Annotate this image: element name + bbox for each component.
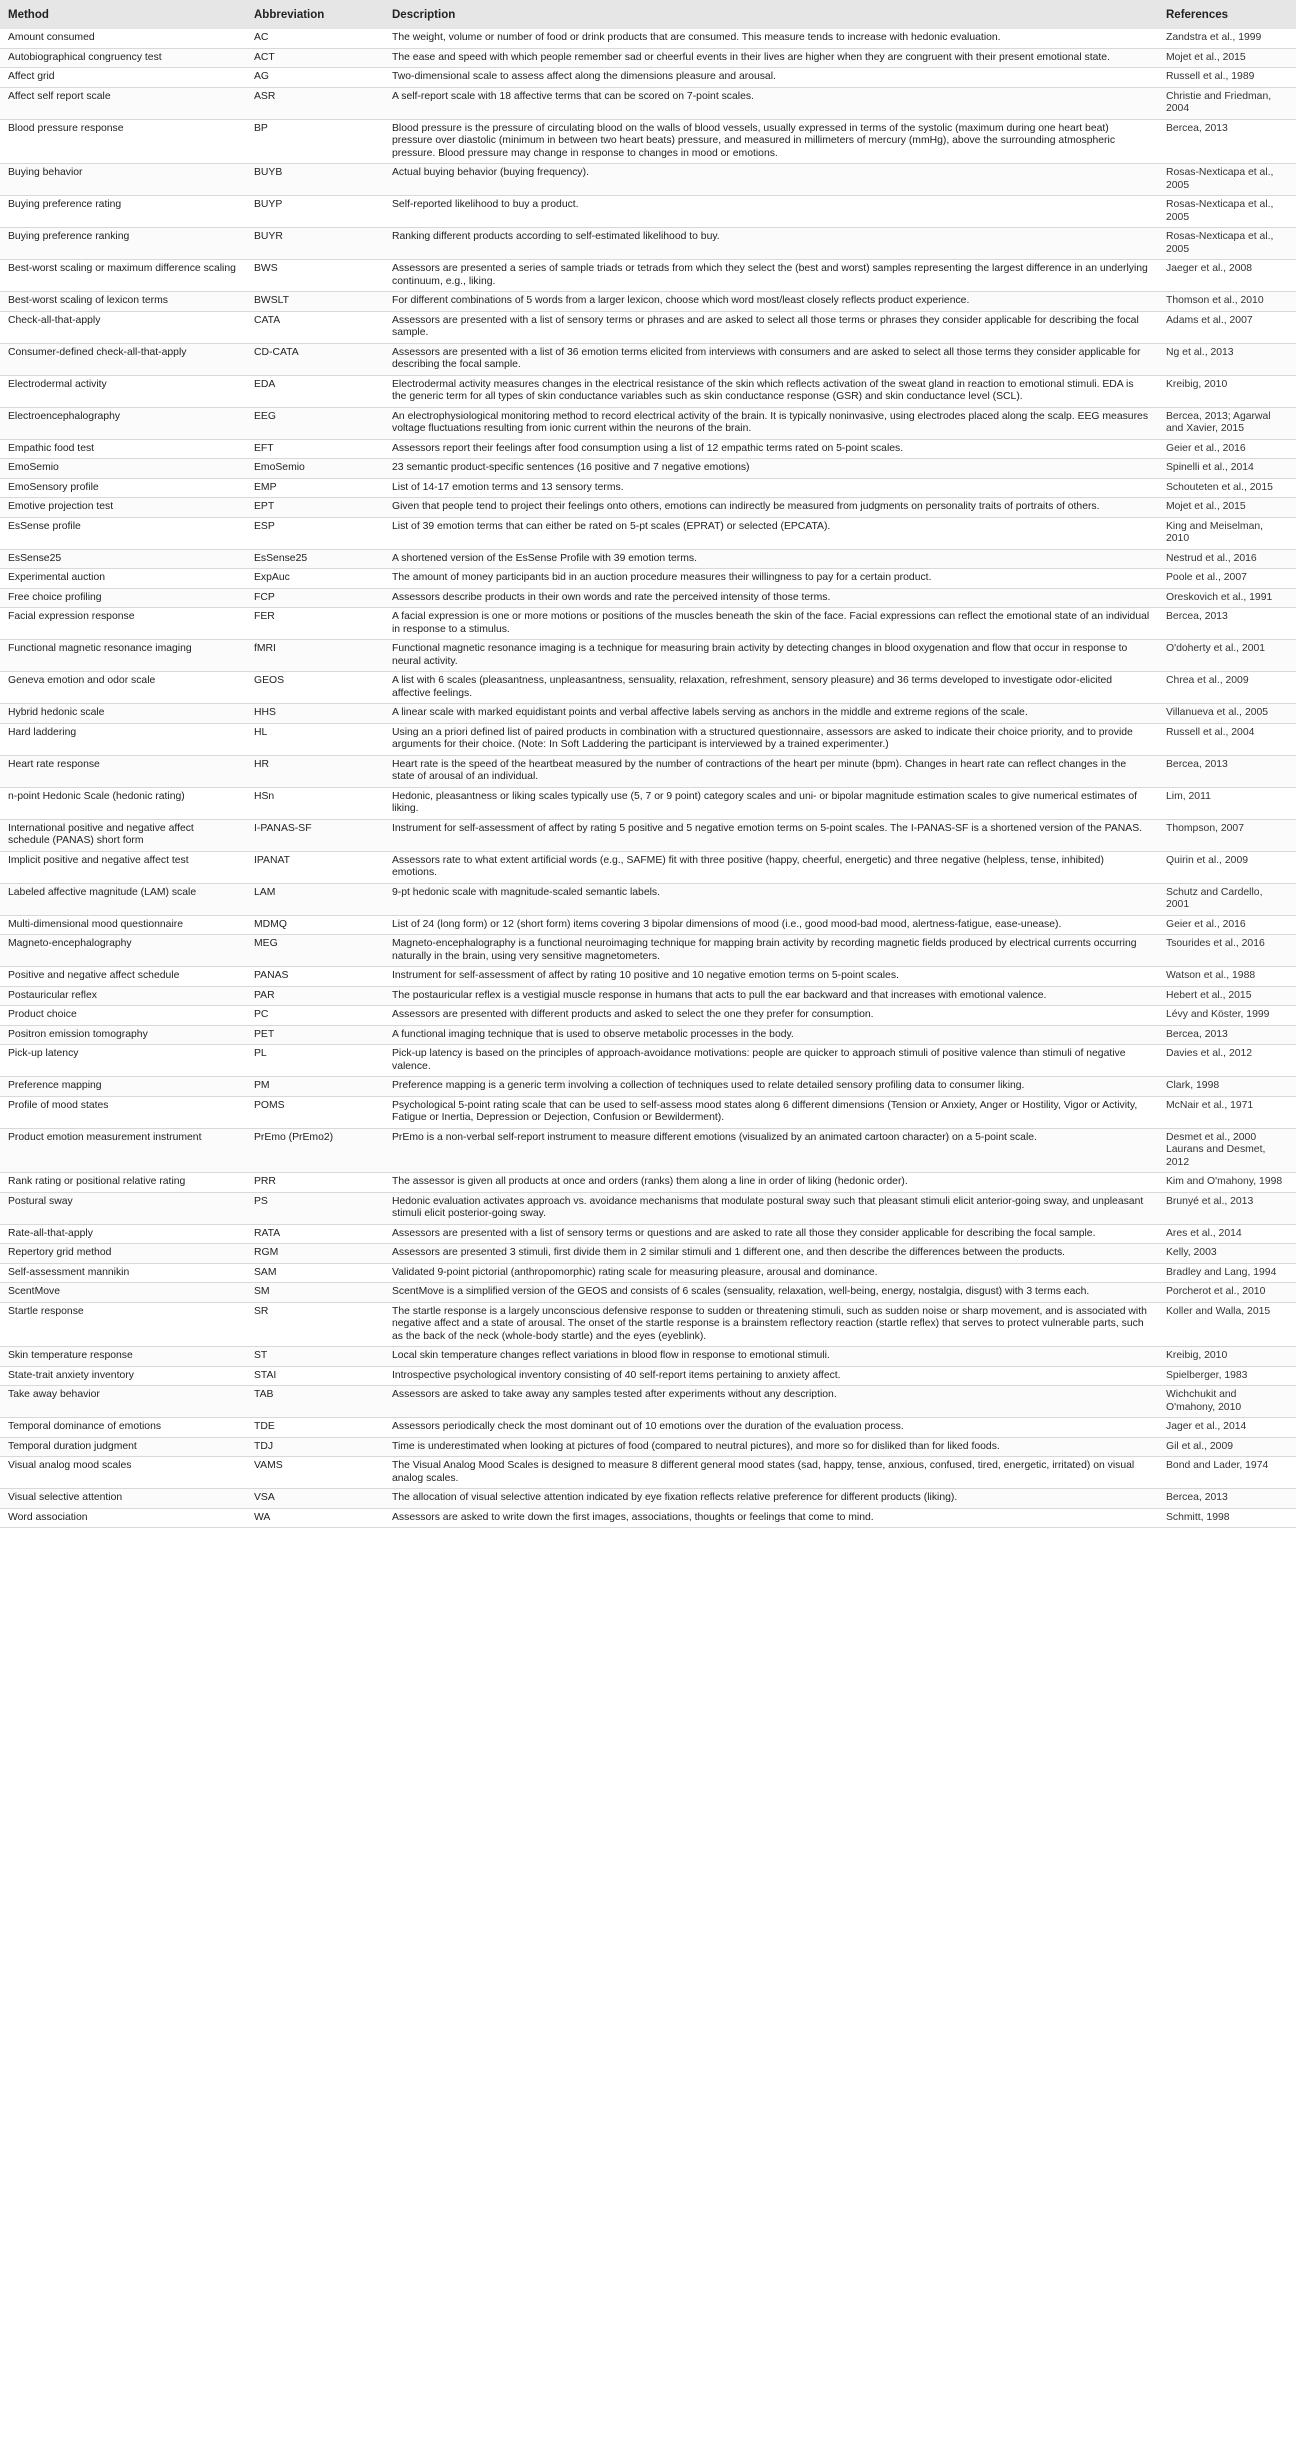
cell-method: Word association	[0, 1508, 246, 1528]
table-row	[0, 260, 1296, 292]
table-row	[0, 1508, 1296, 1528]
cell-description: Electrodermal activity measures changes in the electrical resistance of the skin which reflects activation of the sweat gland in reaction to emotional stimuli. EDA is the generic term for all types of skin conductance variables such as skin conductance response (GSR) and skin conductance level (SCL).	[384, 375, 1158, 407]
cell-description: Instrument for self-assessment of affect by rating 10 positive and 10 negative emotion terms on 5-point scales.	[384, 967, 1158, 987]
table-row	[0, 87, 1296, 119]
cell-description: A shortened version of the EsSense Profile with 39 emotion terms.	[384, 549, 1158, 569]
cell-abbreviation: TDJ	[246, 1437, 384, 1457]
cell-method: Positive and negative affect schedule	[0, 967, 246, 987]
cell-description: Instrument for self-assessment of affect by rating 5 positive and 5 negative emotion terms on 5-point scales. The I-PANAS-SF is a shortened version of the PANAS.	[384, 819, 1158, 851]
cell-abbreviation: PANAS	[246, 967, 384, 987]
cell-description: Assessors periodically check the most dominant out of 10 emotions over the duration of the evaluation process.	[384, 1418, 1158, 1438]
cell-references: Desmet et al., 2000 Laurans and Desmet, 2012	[1158, 1128, 1296, 1173]
table-row	[0, 704, 1296, 724]
table-row	[0, 549, 1296, 569]
cell-description: Introspective psychological inventory consisting of 40 self-report items pertaining to anxiety affect.	[384, 1366, 1158, 1386]
cell-references: Chrea et al., 2009	[1158, 672, 1296, 704]
cell-description: Assessors are presented a series of sample triads or tetrads from which they select the (best and worst) samples representing the largest difference in an underlying continuum, e.g., liking.	[384, 260, 1158, 292]
cell-method: Heart rate response	[0, 755, 246, 787]
cell-abbreviation: HSn	[246, 787, 384, 819]
table-row	[0, 517, 1296, 549]
cell-description: Assessors are presented with a list of 36 emotion terms elicited from interviews with consumers and are asked to select all those terms they consider applicable for describing the focal sample.	[384, 343, 1158, 375]
table-row	[0, 1025, 1296, 1045]
cell-abbreviation: EsSense25	[246, 549, 384, 569]
cell-description: List of 39 emotion terms that can either be rated on 5-pt scales (EPRAT) or selected (EPCATA).	[384, 517, 1158, 549]
cell-description: For different combinations of 5 words from a larger lexicon, choose which word most/least closely reflects product experience.	[384, 292, 1158, 312]
table-row	[0, 1437, 1296, 1457]
cell-abbreviation: MEG	[246, 935, 384, 967]
cell-method: Check-all-that-apply	[0, 311, 246, 343]
cell-method: State-trait anxiety inventory	[0, 1366, 246, 1386]
cell-description: List of 14-17 emotion terms and 13 sensory terms.	[384, 478, 1158, 498]
cell-method: Labeled affective magnitude (LAM) scale	[0, 883, 246, 915]
cell-references: Villanueva et al., 2005	[1158, 704, 1296, 724]
cell-abbreviation: CATA	[246, 311, 384, 343]
cell-description: Heart rate is the speed of the heartbeat measured by the number of contractions of the heart per minute (bpm). Changes in heart rate can reflect changes in the state of arousal of an individual.	[384, 755, 1158, 787]
cell-method: EsSense25	[0, 549, 246, 569]
cell-references: Bercea, 2013	[1158, 755, 1296, 787]
table-body	[0, 29, 1296, 1528]
cell-method: n-point Hedonic Scale (hedonic rating)	[0, 787, 246, 819]
cell-abbreviation: BWSLT	[246, 292, 384, 312]
cell-description: Magneto-encephalography is a functional neuroimaging technique for mapping brain activity by recording magnetic fields produced by electrical currents occurring naturally in the brain, using very sensitive magnetometers.	[384, 935, 1158, 967]
cell-references: Zandstra et al., 1999	[1158, 29, 1296, 48]
cell-references: Mojet et al., 2015	[1158, 498, 1296, 518]
header-abbreviation: Abbreviation	[246, 0, 384, 29]
cell-method: Electroencephalography	[0, 407, 246, 439]
cell-references: Geier et al., 2016	[1158, 915, 1296, 935]
cell-references: Russell et al., 1989	[1158, 68, 1296, 88]
cell-method: Startle response	[0, 1302, 246, 1347]
cell-method: Self-assessment mannikin	[0, 1263, 246, 1283]
cell-method: Skin temperature response	[0, 1347, 246, 1367]
cell-references: Gil et al., 2009	[1158, 1437, 1296, 1457]
cell-method: Implicit positive and negative affect test	[0, 851, 246, 883]
cell-method: Buying preference ranking	[0, 228, 246, 260]
cell-references: Bercea, 2013	[1158, 119, 1296, 164]
cell-abbreviation: ESP	[246, 517, 384, 549]
cell-references: Bercea, 2013	[1158, 1489, 1296, 1509]
table-row	[0, 588, 1296, 608]
cell-description: Assessors are asked to write down the first images, associations, thoughts or feelings that come to mind.	[384, 1508, 1158, 1528]
table-row	[0, 1347, 1296, 1367]
cell-references: Spinelli et al., 2014	[1158, 459, 1296, 479]
cell-references: Wichchukit and O'mahony, 2010	[1158, 1386, 1296, 1418]
cell-references: Ng et al., 2013	[1158, 343, 1296, 375]
cell-description: Assessors are asked to take away any samples tested after experiments without any description.	[384, 1386, 1158, 1418]
cell-method: Facial expression response	[0, 608, 246, 640]
cell-abbreviation: EmoSemio	[246, 459, 384, 479]
cell-references: King and Meiselman, 2010	[1158, 517, 1296, 549]
cell-description: 23 semantic product-specific sentences (16 positive and 7 negative emotions)	[384, 459, 1158, 479]
cell-method: EmoSemio	[0, 459, 246, 479]
cell-method: Amount consumed	[0, 29, 246, 48]
cell-references: Christie and Friedman, 2004	[1158, 87, 1296, 119]
cell-description: Psychological 5-point rating scale that can be used to self-assess mood states along 6 different dimensions (Tension or Anxiety, Anger or Hostility, Vigor or Activity, Fatigue or Inertia, Depression or Dejection, Confusion or Bewilderment).	[384, 1096, 1158, 1128]
cell-method: Product choice	[0, 1006, 246, 1026]
cell-abbreviation: FER	[246, 608, 384, 640]
cell-references: McNair et al., 1971	[1158, 1096, 1296, 1128]
cell-method: Autobiographical congruency test	[0, 48, 246, 68]
cell-description: Assessors describe products in their own words and rate the perceived intensity of those terms.	[384, 588, 1158, 608]
cell-method: International positive and negative affect schedule (PANAS) short form	[0, 819, 246, 851]
cell-references: Bercea, 2013	[1158, 608, 1296, 640]
cell-abbreviation: WA	[246, 1508, 384, 1528]
table-row	[0, 459, 1296, 479]
cell-method: Empathic food test	[0, 439, 246, 459]
cell-references: Brunyé et al., 2013	[1158, 1192, 1296, 1224]
cell-references: Oreskovich et al., 1991	[1158, 588, 1296, 608]
table-row	[0, 164, 1296, 196]
table-row	[0, 1457, 1296, 1489]
cell-abbreviation: TAB	[246, 1386, 384, 1418]
cell-references: Rosas-Nexticapa et al., 2005	[1158, 196, 1296, 228]
cell-description: Assessors rate to what extent artificial words (e.g., SAFME) fit with three positive (happy, cheerful, energetic) and three negative (helpless, tense, inhibited) emotions.	[384, 851, 1158, 883]
table-row	[0, 640, 1296, 672]
cell-abbreviation: EDA	[246, 375, 384, 407]
cell-references: Koller and Walla, 2015	[1158, 1302, 1296, 1347]
cell-references: Tsourides et al., 2016	[1158, 935, 1296, 967]
cell-method: Affect grid	[0, 68, 246, 88]
table-row	[0, 608, 1296, 640]
cell-abbreviation: PM	[246, 1077, 384, 1097]
table-row	[0, 986, 1296, 1006]
table-row	[0, 196, 1296, 228]
cell-method: Visual analog mood scales	[0, 1457, 246, 1489]
cell-method: Hybrid hedonic scale	[0, 704, 246, 724]
cell-method: Electrodermal activity	[0, 375, 246, 407]
cell-description: The allocation of visual selective attention indicated by eye fixation reflects relative preference for different products (liking).	[384, 1489, 1158, 1509]
cell-description: 9-pt hedonic scale with magnitude-scaled semantic labels.	[384, 883, 1158, 915]
cell-method: Geneva emotion and odor scale	[0, 672, 246, 704]
cell-references: Russell et al., 2004	[1158, 723, 1296, 755]
cell-description: Validated 9-point pictorial (anthropomorphic) rating scale for measuring pleasure, arousal and dominance.	[384, 1263, 1158, 1283]
cell-references: O'doherty et al., 2001	[1158, 640, 1296, 672]
table-row	[0, 29, 1296, 48]
table-row	[0, 119, 1296, 164]
cell-references: Schutz and Cardello, 2001	[1158, 883, 1296, 915]
cell-references: Thomson et al., 2010	[1158, 292, 1296, 312]
header-method: Method	[0, 0, 246, 29]
cell-abbreviation: MDMQ	[246, 915, 384, 935]
cell-method: ScentMove	[0, 1283, 246, 1303]
cell-references: Lévy and Köster, 1999	[1158, 1006, 1296, 1026]
cell-description: Assessors are presented with different products and asked to select the one they prefer for consumption.	[384, 1006, 1158, 1026]
table-row	[0, 1489, 1296, 1509]
cell-references: Kim and O'mahony, 1998	[1158, 1173, 1296, 1193]
cell-method: Hard laddering	[0, 723, 246, 755]
header-row	[0, 0, 1296, 29]
cell-abbreviation: CD-CATA	[246, 343, 384, 375]
cell-references: Schmitt, 1998	[1158, 1508, 1296, 1528]
cell-description: The assessor is given all products at once and orders (ranks) them along a line in order of liking (hedonic order).	[384, 1173, 1158, 1193]
cell-description: The Visual Analog Mood Scales is designed to measure 8 different general mood states (sad, happy, tense, anxious, confused, tired, energetic, irritated) on visual analog scales.	[384, 1457, 1158, 1489]
cell-abbreviation: IPANAT	[246, 851, 384, 883]
table-row	[0, 1077, 1296, 1097]
table-row	[0, 1263, 1296, 1283]
cell-abbreviation: AC	[246, 29, 384, 48]
table-row	[0, 1418, 1296, 1438]
cell-abbreviation: PRR	[246, 1173, 384, 1193]
table-row	[0, 1173, 1296, 1193]
table-row	[0, 967, 1296, 987]
cell-method: Temporal duration judgment	[0, 1437, 246, 1457]
table-row	[0, 1224, 1296, 1244]
table-row	[0, 1386, 1296, 1418]
cell-description: The ease and speed with which people remember sad or cheerful events in their lives are higher when they are congruent with their present emotional state.	[384, 48, 1158, 68]
table-row	[0, 569, 1296, 589]
header-references: References	[1158, 0, 1296, 29]
table-row	[0, 819, 1296, 851]
cell-abbreviation: HL	[246, 723, 384, 755]
cell-description: Assessors are presented with a list of sensory terms or questions and are asked to rate all those they consider applicable for describing the focal sample.	[384, 1224, 1158, 1244]
cell-method: Pick-up latency	[0, 1045, 246, 1077]
cell-abbreviation: VSA	[246, 1489, 384, 1509]
table-row	[0, 498, 1296, 518]
table-row	[0, 1192, 1296, 1224]
table-row	[0, 311, 1296, 343]
cell-description: Preference mapping is a generic term involving a collection of techniques used to relate detailed sensory profiling data to consumer liking.	[384, 1077, 1158, 1097]
cell-abbreviation: PC	[246, 1006, 384, 1026]
table-row	[0, 787, 1296, 819]
table-row	[0, 1128, 1296, 1173]
table-row	[0, 228, 1296, 260]
cell-description: Assessors report their feelings after food consumption using a list of 12 empathic terms rated on 5-point scales.	[384, 439, 1158, 459]
cell-abbreviation: EPT	[246, 498, 384, 518]
cell-description: A linear scale with marked equidistant points and verbal affective labels serving as anchors in the middle and extreme regions of the scale.	[384, 704, 1158, 724]
table-row	[0, 1045, 1296, 1077]
cell-abbreviation: BP	[246, 119, 384, 164]
cell-method: Profile of mood states	[0, 1096, 246, 1128]
cell-description: Hedonic, pleasantness or liking scales typically use (5, 7 or 9 point) category scales and uni- or bipolar magnitude estimation scales to give numerical estimates of liking.	[384, 787, 1158, 819]
cell-method: Buying behavior	[0, 164, 246, 196]
cell-description: Ranking different products according to self-estimated likelihood to buy.	[384, 228, 1158, 260]
cell-description: Time is underestimated when looking at pictures of food (compared to neutral pictures), and more so for disliked than for liked foods.	[384, 1437, 1158, 1457]
cell-abbreviation: SM	[246, 1283, 384, 1303]
table-row	[0, 851, 1296, 883]
table-row	[0, 407, 1296, 439]
cell-abbreviation: STAI	[246, 1366, 384, 1386]
cell-abbreviation: EEG	[246, 407, 384, 439]
cell-abbreviation: I-PANAS-SF	[246, 819, 384, 851]
cell-method: Product emotion measurement instrument	[0, 1128, 246, 1173]
cell-references: Clark, 1998	[1158, 1077, 1296, 1097]
table-row	[0, 1244, 1296, 1264]
cell-abbreviation: EFT	[246, 439, 384, 459]
cell-description: Blood pressure is the pressure of circulating blood on the walls of blood vessels, usually expressed in terms of the systolic (maximum during one heart beat) pressure over diastolic (minimum in between two heart beats) pressure, and measured in millimeters of mercury (mmHg), above the surrounding atmospheric pressure. Blood pressure may change in response to changes in mood or emotions.	[384, 119, 1158, 164]
table-row	[0, 48, 1296, 68]
table-row	[0, 1283, 1296, 1303]
cell-abbreviation: EMP	[246, 478, 384, 498]
cell-method: Rate-all-that-apply	[0, 1224, 246, 1244]
table-row	[0, 723, 1296, 755]
cell-abbreviation: fMRI	[246, 640, 384, 672]
cell-abbreviation: BUYP	[246, 196, 384, 228]
cell-references: Jaeger et al., 2008	[1158, 260, 1296, 292]
cell-method: Repertory grid method	[0, 1244, 246, 1264]
cell-description: Pick-up latency is based on the principles of approach-avoidance motivations: people are quicker to approach stimuli of positive valence than stimuli of negative valence.	[384, 1045, 1158, 1077]
cell-references: Kreibig, 2010	[1158, 1347, 1296, 1367]
cell-description: Using an a priori defined list of paired products in combination with a structured questionnaire, assessors are asked to indicate their choice priority, and to provide arguments for their choice. (Note: In Soft Laddering the participant is interviewed by a trained experimenter.)	[384, 723, 1158, 755]
cell-method: Experimental auction	[0, 569, 246, 589]
cell-method: EsSense profile	[0, 517, 246, 549]
cell-abbreviation: LAM	[246, 883, 384, 915]
cell-references: Porcherot et al., 2010	[1158, 1283, 1296, 1303]
cell-description: The postauricular reflex is a vestigial muscle response in humans that acts to pull the ear backward and that increases with emotional valence.	[384, 986, 1158, 1006]
table-row	[0, 375, 1296, 407]
cell-references: Lim, 2011	[1158, 787, 1296, 819]
cell-description: A facial expression is one or more motions or positions of the muscles beneath the skin of the face. Facial expressions can reflect the emotional state of an individual in response to a stimulus.	[384, 608, 1158, 640]
table-row	[0, 68, 1296, 88]
cell-references: Jager et al., 2014	[1158, 1418, 1296, 1438]
cell-method: Preference mapping	[0, 1077, 246, 1097]
cell-description: The amount of money participants bid in an auction procedure measures their willingness to pay for a certain product.	[384, 569, 1158, 589]
cell-abbreviation: VAMS	[246, 1457, 384, 1489]
cell-method: Positron emission tomography	[0, 1025, 246, 1045]
cell-method: Temporal dominance of emotions	[0, 1418, 246, 1438]
cell-description: An electrophysiological monitoring method to record electrical activity of the brain. It is typically noninvasive, using electrodes placed along the scalp. EEG measures voltage fluctuations resulting from ionic current within the neurons of the brain.	[384, 407, 1158, 439]
table-row	[0, 1302, 1296, 1347]
table-row	[0, 478, 1296, 498]
cell-abbreviation: PAR	[246, 986, 384, 1006]
cell-method: Blood pressure response	[0, 119, 246, 164]
cell-abbreviation: POMS	[246, 1096, 384, 1128]
cell-references: Nestrud et al., 2016	[1158, 549, 1296, 569]
cell-method: Take away behavior	[0, 1386, 246, 1418]
cell-references: Rosas-Nexticapa et al., 2005	[1158, 228, 1296, 260]
cell-description: A list with 6 scales (pleasantness, unpleasantness, sensuality, relaxation, refreshment, sensory pleasure) and 36 terms developed to investigate odor-elicited affective feelings.	[384, 672, 1158, 704]
cell-method: Consumer-defined check-all-that-apply	[0, 343, 246, 375]
cell-abbreviation: TDE	[246, 1418, 384, 1438]
cell-description: Local skin temperature changes reflect variations in blood flow in response to emotional stimuli.	[384, 1347, 1158, 1367]
cell-method: Emotive projection test	[0, 498, 246, 518]
table-row	[0, 1366, 1296, 1386]
cell-method: Visual selective attention	[0, 1489, 246, 1509]
cell-abbreviation: HHS	[246, 704, 384, 724]
table-row	[0, 935, 1296, 967]
cell-description: Actual buying behavior (buying frequency).	[384, 164, 1158, 196]
cell-abbreviation: BUYR	[246, 228, 384, 260]
table-row	[0, 343, 1296, 375]
cell-description: A functional imaging technique that is used to observe metabolic processes in the body.	[384, 1025, 1158, 1045]
cell-description: Assessors are presented 3 stimuli, first divide them in 2 similar stimuli and 1 different one, and then describe the differences between the products.	[384, 1244, 1158, 1264]
cell-abbreviation: HR	[246, 755, 384, 787]
cell-method: Best-worst scaling or maximum difference scaling	[0, 260, 246, 292]
cell-references: Kreibig, 2010	[1158, 375, 1296, 407]
cell-abbreviation: PS	[246, 1192, 384, 1224]
cell-references: Adams et al., 2007	[1158, 311, 1296, 343]
cell-abbreviation: RATA	[246, 1224, 384, 1244]
cell-references: Quirin et al., 2009	[1158, 851, 1296, 883]
cell-method: EmoSensory profile	[0, 478, 246, 498]
cell-references: Schouteten et al., 2015	[1158, 478, 1296, 498]
cell-description: The weight, volume or number of food or drink products that are consumed. This measure tends to increase with hedonic evaluation.	[384, 29, 1158, 48]
cell-method: Postural sway	[0, 1192, 246, 1224]
cell-description: Self-reported likelihood to buy a product.	[384, 196, 1158, 228]
cell-abbreviation: BUYB	[246, 164, 384, 196]
cell-references: Ares et al., 2014	[1158, 1224, 1296, 1244]
header-description: Description	[384, 0, 1158, 29]
cell-references: Bond and Lader, 1974	[1158, 1457, 1296, 1489]
cell-references: Hebert et al., 2015	[1158, 986, 1296, 1006]
cell-references: Poole et al., 2007	[1158, 569, 1296, 589]
cell-references: Bradley and Lang, 1994	[1158, 1263, 1296, 1283]
table-row	[0, 915, 1296, 935]
cell-abbreviation: RGM	[246, 1244, 384, 1264]
cell-abbreviation: BWS	[246, 260, 384, 292]
cell-method: Free choice profiling	[0, 588, 246, 608]
cell-description: ScentMove is a simplified version of the GEOS and consists of 6 scales (sensuality, relaxation, well-being, energy, nostalgia, disgust) with 3 terms each.	[384, 1283, 1158, 1303]
cell-abbreviation: FCP	[246, 588, 384, 608]
cell-references: Rosas-Nexticapa et al., 2005	[1158, 164, 1296, 196]
cell-description: Hedonic evaluation activates approach vs. avoidance mechanisms that modulate postural sway such that pleasant stimuli elicit anterior-going sway, and unpleasant stimuli elicit posterior-going sway.	[384, 1192, 1158, 1224]
table-row	[0, 883, 1296, 915]
cell-abbreviation: ExpAuc	[246, 569, 384, 589]
cell-description: Given that people tend to project their feelings onto others, emotions can indirectly be measured from judgments on personality traits of portraits of others.	[384, 498, 1158, 518]
cell-method: Buying preference rating	[0, 196, 246, 228]
cell-description: Functional magnetic resonance imaging is a technique for measuring brain activity by detecting changes in blood oxygenation and flow that occur in response to neural activity.	[384, 640, 1158, 672]
cell-abbreviation: ASR	[246, 87, 384, 119]
cell-references: Bercea, 2013; Agarwal and Xavier, 2015	[1158, 407, 1296, 439]
cell-references: Davies et al., 2012	[1158, 1045, 1296, 1077]
table-row	[0, 1096, 1296, 1128]
cell-abbreviation: GEOS	[246, 672, 384, 704]
table-row	[0, 672, 1296, 704]
cell-abbreviation: SAM	[246, 1263, 384, 1283]
cell-method: Multi-dimensional mood questionnaire	[0, 915, 246, 935]
cell-references: Kelly, 2003	[1158, 1244, 1296, 1264]
cell-abbreviation: PET	[246, 1025, 384, 1045]
cell-method: Postauricular reflex	[0, 986, 246, 1006]
cell-abbreviation: PL	[246, 1045, 384, 1077]
cell-description: The startle response is a largely unconscious defensive response to sudden or threatening stimuli, such as sudden noise or sharp movement, and is associated with negative affect and a state of arousal. The onset of the startle response is a brainstem reflectory reaction (startle reflex) that serves to protect vulnerable parts, such as the back of the neck (whole-body startle) and the eyes (eyeblink).	[384, 1302, 1158, 1347]
cell-method: Rank rating or positional relative rating	[0, 1173, 246, 1193]
cell-references: Watson et al., 1988	[1158, 967, 1296, 987]
cell-method: Magneto-encephalography	[0, 935, 246, 967]
cell-abbreviation: ACT	[246, 48, 384, 68]
cell-abbreviation: AG	[246, 68, 384, 88]
table-row	[0, 755, 1296, 787]
cell-references: Bercea, 2013	[1158, 1025, 1296, 1045]
cell-description: Two-dimensional scale to assess affect along the dimensions pleasure and arousal.	[384, 68, 1158, 88]
cell-description: Assessors are presented with a list of sensory terms or phrases and are asked to select all those terms or phrases they consider applicable for describing the focal sample.	[384, 311, 1158, 343]
cell-method: Functional magnetic resonance imaging	[0, 640, 246, 672]
cell-references: Geier et al., 2016	[1158, 439, 1296, 459]
cell-method: Affect self report scale	[0, 87, 246, 119]
cell-references: Thompson, 2007	[1158, 819, 1296, 851]
cell-abbreviation: PrEmo (PrEmo2)	[246, 1128, 384, 1173]
cell-description: A self-report scale with 18 affective terms that can be scored on 7-point scales.	[384, 87, 1158, 119]
table-row	[0, 1006, 1296, 1026]
cell-abbreviation: ST	[246, 1347, 384, 1367]
cell-description: PrEmo is a non-verbal self-report instrument to measure different emotions (visualized by an animated cartoon character) on a 5-point scale.	[384, 1128, 1158, 1173]
cell-method: Best-worst scaling of lexicon terms	[0, 292, 246, 312]
cell-description: List of 24 (long form) or 12 (short form) items covering 3 bipolar dimensions of mood (i.e., good mood-bad mood, alertness-fatigue, ease-unease).	[384, 915, 1158, 935]
cell-references: Mojet et al., 2015	[1158, 48, 1296, 68]
cell-abbreviation: SR	[246, 1302, 384, 1347]
table-row	[0, 439, 1296, 459]
cell-references: Spielberger, 1983	[1158, 1366, 1296, 1386]
table-row	[0, 292, 1296, 312]
